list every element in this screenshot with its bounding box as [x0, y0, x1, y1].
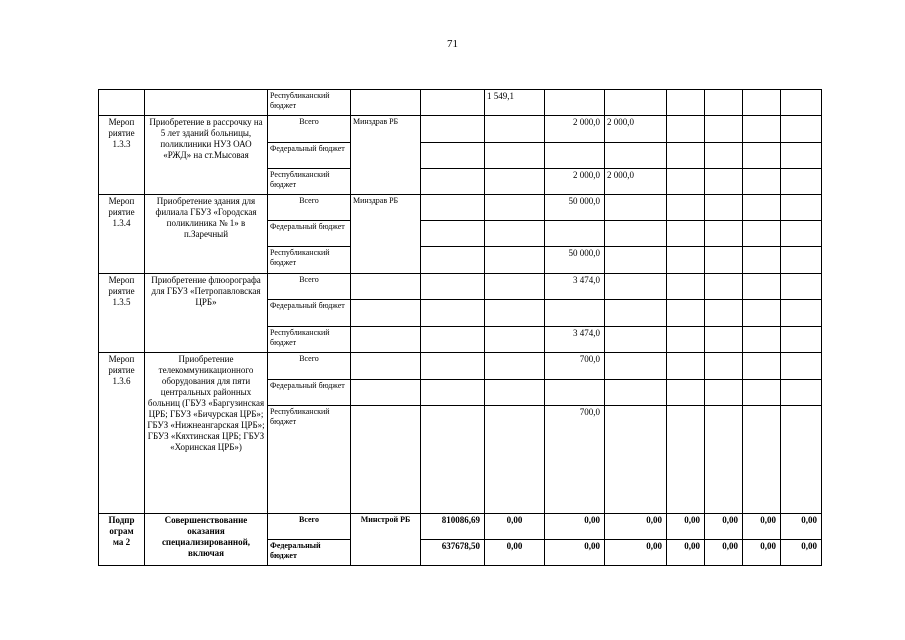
- value-cell: 0,00: [485, 540, 545, 566]
- source-cell: Республиканский бюджет: [268, 327, 351, 353]
- value-cell: 50 000,0: [545, 195, 605, 221]
- table-row: [99, 274, 822, 300]
- table-row: [99, 116, 822, 143]
- value-cell: 0,00: [781, 514, 822, 540]
- value-cell: 2 000,0: [545, 116, 605, 143]
- value-cell: 2 000,0: [605, 116, 667, 143]
- value-cell: 2 000,0: [545, 169, 605, 195]
- value-cell: 0,00: [705, 514, 743, 540]
- value-cell: 0,00: [743, 540, 781, 566]
- measure-code: Мероп риятие 1.3.3: [99, 116, 145, 195]
- table-row: [99, 353, 822, 380]
- source-cell: Республиканский бюджет: [268, 90, 351, 116]
- value-cell: 0,00: [667, 540, 705, 566]
- value-cell: 50 000,0: [545, 247, 605, 274]
- value-cell: 0,00: [605, 514, 667, 540]
- source-cell: Республиканский бюджет: [268, 247, 351, 274]
- measure-name: Приобретение флюорографа для ГБУЗ «Петропавловская ЦРБ»: [145, 274, 268, 353]
- table-row: [99, 514, 822, 540]
- source-cell: Республиканский бюджет: [268, 169, 351, 195]
- executor-cell: Минстрой РБ: [351, 514, 421, 566]
- source-cell: Федеральный бюджет: [268, 540, 351, 566]
- table-row: [99, 90, 822, 116]
- value-cell: 0,00: [545, 514, 605, 540]
- table-row: [99, 195, 822, 221]
- source-cell: Федеральный бюджет: [268, 300, 351, 327]
- source-cell: Всего: [268, 353, 351, 380]
- source-cell: Всего: [268, 514, 351, 540]
- measure-name: Приобретение здания для филиала ГБУЗ «Городская поликлиника № 1» в п.Заречный: [145, 195, 268, 274]
- value-cell: 0,00: [605, 540, 667, 566]
- measure-name: Приобретение телекоммуникационного оборудования для пяти центральных районных больниц (ГБУЗ «Баргузинская ЦРБ; ГБУЗ «Бичурская ЦРБ»; ГБУЗ «Нижнеангарская ЦРБ»; ГБУЗ «Кяхтинская ЦРБ; ГБУЗ «Хоринская ЦРБ»): [145, 353, 268, 514]
- source-cell: Федеральный бюджет: [268, 143, 351, 169]
- value-cell: 0,00: [705, 540, 743, 566]
- value-cell: 0,00: [781, 540, 822, 566]
- source-cell: Федеральный бюджет: [268, 221, 351, 247]
- executor-cell: Минздрав РБ: [351, 195, 421, 274]
- source-cell: Всего: [268, 116, 351, 143]
- measure-name: Приобретение в рассрочку на 5 лет зданий больницы, поликлиники НУЗ ОАО «РЖД» на ст.Мысовая: [145, 116, 268, 195]
- value-cell: 700,0: [545, 406, 605, 514]
- executor-cell: Минздрав РБ: [351, 116, 421, 195]
- subprogram-code: Подпр ограм ма 2: [99, 514, 145, 566]
- measure-code: Мероп риятие 1.3.6: [99, 353, 145, 514]
- value-cell: 0,00: [667, 514, 705, 540]
- value-cell: 700,0: [545, 353, 605, 380]
- page-number: 71: [447, 38, 458, 50]
- total-cell: 810086,69: [421, 514, 485, 540]
- value-cell: 0,00: [545, 540, 605, 566]
- value-cell: 3 474,0: [545, 327, 605, 353]
- source-cell: Республиканский бюджет: [268, 406, 351, 514]
- source-cell: Федеральный бюджет: [268, 380, 351, 406]
- value-cell: 2 000,0: [605, 169, 667, 195]
- value-cell: 0,00: [743, 514, 781, 540]
- measure-code: Мероп риятие 1.3.4: [99, 195, 145, 274]
- total-cell: 637678,50: [421, 540, 485, 566]
- budget-table: [98, 89, 822, 566]
- source-cell: Всего: [268, 274, 351, 300]
- subprogram-name: Совершенствование оказания специализированной, включая: [145, 514, 268, 566]
- measure-code: Мероп риятие 1.3.5: [99, 274, 145, 353]
- value-cell: 3 474,0: [545, 274, 605, 300]
- value-cell: 0,00: [485, 514, 545, 540]
- value-cell: 1 549,1: [485, 90, 545, 116]
- source-cell: Всего: [268, 195, 351, 221]
